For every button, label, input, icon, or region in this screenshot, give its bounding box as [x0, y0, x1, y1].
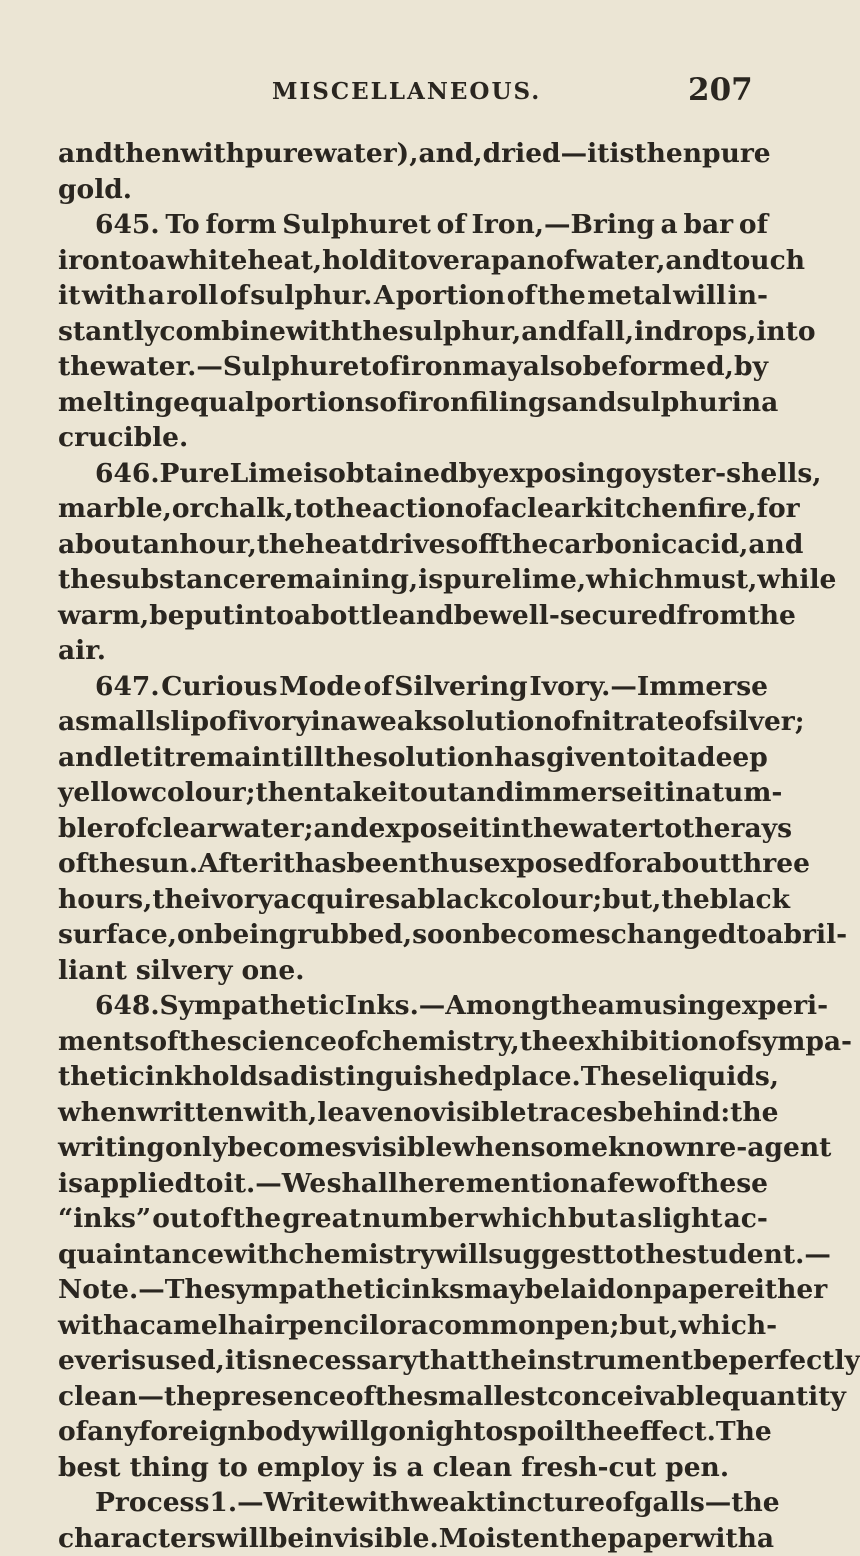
text-line: yellow colour ; then take it out and immerse it in a tum- — [58, 775, 768, 811]
text-line: when written with, leave no visible traces behind: the — [58, 1095, 768, 1131]
text-line: Process 1.—Write with weak tincture of galls—the — [58, 1485, 768, 1521]
text-line: of any foreign body will go nigh to spoil the effect. The — [58, 1414, 768, 1450]
page-number: 207 — [688, 72, 753, 108]
page-header — [0, 78, 800, 118]
text-line: about an hour, the heat drives off the carbonic acid, and — [58, 527, 768, 563]
text-line: hours, the ivory acquires a black colour; but, the black — [58, 882, 768, 918]
text-line: “inks” out of the great number which but a slight ac- — [58, 1201, 768, 1237]
paragraph — [58, 136, 768, 207]
paragraph — [58, 669, 768, 989]
paragraph — [58, 988, 768, 1485]
paragraph — [58, 456, 768, 669]
text-line: air. — [58, 633, 768, 669]
running-head: MISCELLANEOUS. — [272, 78, 541, 105]
text-line: with a camel hair pencil or a common pen; but, which- — [58, 1308, 768, 1344]
text-line: liant silvery one. — [58, 953, 768, 989]
text-line: best thing to employ is a clean fresh-cut pen. — [58, 1450, 768, 1486]
text-line: quaintance with chemistry will suggest to the student.— — [58, 1237, 768, 1273]
text-line: marble, or chalk, to the action of a clear kitchen fire, for — [58, 491, 768, 527]
text-line: 648. Sympathetic Inks.—Among the amusing experi- — [58, 988, 768, 1024]
text-line: of the sun. After it has been thus exposed for about three — [58, 846, 768, 882]
text-line: the water.—Sulphuret of iron may also be formed, by — [58, 349, 768, 385]
text-line: and let it remain till the solution has given to it a deep — [58, 740, 768, 776]
text-line: ments of the science of chemistry, the exhibition of sympa- — [58, 1024, 768, 1060]
text-line: bler of clear water ; and expose it in the water to the rays — [58, 811, 768, 847]
paragraph — [58, 207, 768, 456]
text-line: iron to a white heat, hold it over a pan of water, and touch — [58, 243, 768, 279]
text-line: is applied to it.—We shall here mention a few of these — [58, 1166, 768, 1202]
text-line: ever is used, it is necessary that the instrument be perfectly — [58, 1343, 768, 1379]
body-text — [58, 136, 768, 1556]
text-line: melting equal portions of iron filings and sulphur in a — [58, 385, 768, 421]
text-line: writing only becomes visible when some known re-agent — [58, 1130, 768, 1166]
text-line: it with a roll of sulphur. A portion of the metal will in- — [58, 278, 768, 314]
text-line: stantly combine with the sulphur, and fall, in drops, into — [58, 314, 768, 350]
text-line: and then with pure water), and, dried—it is then pure — [58, 136, 768, 172]
text-line: 645. To form Sulphuret of Iron,—Bring a bar of — [58, 207, 768, 243]
text-line: gold. — [58, 172, 768, 208]
text-line: crucible. — [58, 420, 768, 456]
paragraph — [58, 1485, 768, 1556]
text-line: characters will be invisible. Moisten the paper with a — [58, 1521, 768, 1556]
text-line: 646. Pure Lime is obtained by exposing oyster-shells, — [58, 456, 768, 492]
text-line: the substance remaining, is pure lime, which must, while — [58, 562, 768, 598]
text-line: warm, be put into a bottle and be well-secured from the — [58, 598, 768, 634]
text-line: thetic ink holds a distinguished place. These liquids, — [58, 1059, 768, 1095]
text-line: surface, on being rubbed, soon becomes changed to a bril- — [58, 917, 768, 953]
text-line: 647. Curious Mode of Silvering Ivory.—Immerse — [58, 669, 768, 705]
text-line: a small slip of ivory in a weak solution of nitrate of silver ; — [58, 704, 768, 740]
text-line: Note.—The sympathetic inks may be laid on paper either — [58, 1272, 768, 1308]
text-line: clean—the presence of the smallest conceivable quantity — [58, 1379, 768, 1415]
